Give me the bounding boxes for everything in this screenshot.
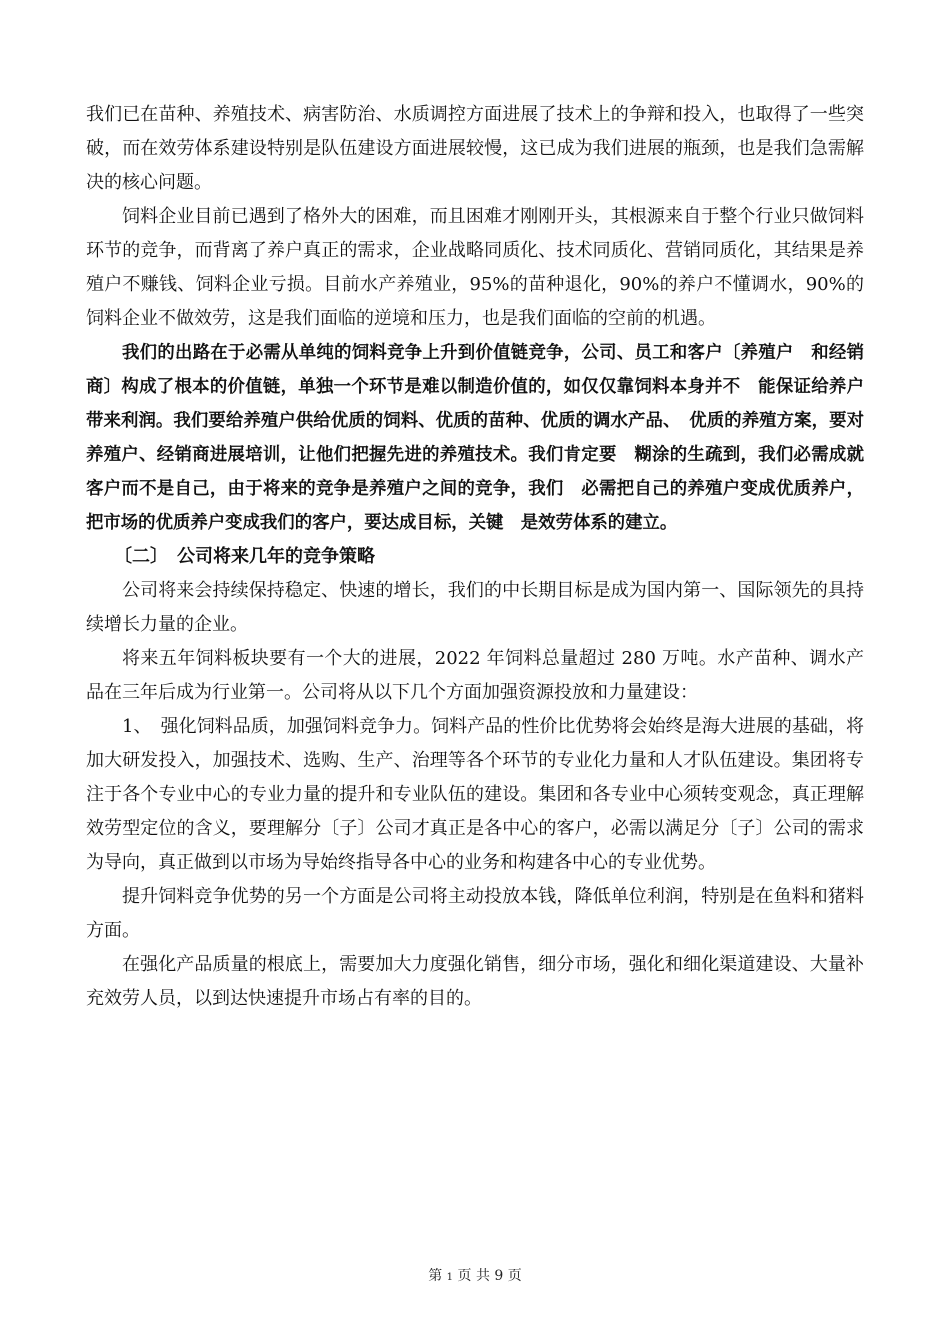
paragraph-3-bold: 我们的出路在于必需从单纯的饲料竞争上升到价值链竞争，公司、员工和客户〔养殖户 和经销商〕构成了根本的价值链，单独一个环节是难以制造价值的，如仅仅靠饲料本身并不 能保证给养户带来利润。我们要给养殖户供给优质的饲料、优质的苗种、优质的调水产品、 优质的养殖方案，要对养殖户、经销商进展培训，让他们把握先进的养殖技术。我们肯定要 糊涂的生疏到，我们必需成就客户而不是自己，由于将来的竞争是养殖户之间的竞争，我们 必需把自己的养殖户变成优质养户，把市场的优质养户变成我们的客户，要达成目标，关键 是效劳体系的建立。 (86, 343, 864, 533)
paragraph-5: 将来五年饲料板块要有一个大的进展，2022 年饲料总量超过 280 万吨。水产苗种、调水产品在三年后成为行业第一。公司将从以下几个方面加强资源投放和力量建设： (86, 648, 864, 703)
list-item-1: 1、 强化饲料品质，加强饲料竞争力。饲料产品的性价比优势将会始终是海大进展的基础，将加大研发投入，加强技术、选购、生产、治理等各个环节的专业化力量和人才队伍建设。集团将专注于各个专业中心的专业力量的提升和专业队伍的建设。集团和各专业中心须转变观念，真正理解效劳型定位的含义，要理解分〔子〕公司才真正是各中心的客户，必需以满足分〔子〕公司的需求为导向，真正做到以市场为导始终指导各中心的业务和构建各中心的专业优势。 (86, 716, 864, 873)
section-heading: 〔二〕 公司将来几年的竞争策略 (114, 546, 375, 567)
document-body (86, 98, 864, 1016)
footer-middle: 页 共 (457, 1268, 490, 1284)
paragraph-4: 公司将来会持续保持稳定、快速的增长，我们的中长期目标是成为国内第一、国际领先的具持续增长力量的企业。 (86, 580, 864, 635)
paragraph-2: 饲料企业目前已遇到了格外大的困难，而且困难才刚刚开头，其根源来自于整个行业只做饲料环节的竞争，而背离了养户真正的需求，企业战略同质化、技术同质化、营销同质化，其结果是养殖户不赚钱、饲料企业亏损。目前水产养殖业，95%的苗种退化，90%的养户不懂调水，90%的饲料企业不做效劳，这是我们面临的逆境和压力，也是我们面临的空前的机遇。 (86, 206, 864, 329)
footer-total-pages: 9 (494, 1268, 504, 1284)
footer-page-number: 1 (446, 1272, 454, 1283)
paragraph-7: 在强化产品质量的根底上，需要加大力度强化销售，细分市场，强化和细化渠道建设、大量补充效劳人员，以到达快速提升市场占有率的目的。 (86, 954, 864, 1009)
paragraph-1: 我们已在苗种、养殖技术、病害防治、水质调控方面进展了技术上的争辩和投入，也取得了一些突破，而在效劳体系建设特别是队伍建设方面进展较慢，这已成为我们进展的瓶颈，也是我们急需解决的核心问题。 (86, 104, 864, 193)
footer-suffix: 页 (507, 1268, 522, 1284)
footer-prefix: 第 (428, 1268, 443, 1284)
paragraph-6: 提升饲料竞争优势的另一个方面是公司将主动投放本钱，降低单位利润，特别是在鱼料和猪料方面。 (86, 886, 864, 941)
page-footer (0, 1265, 950, 1285)
